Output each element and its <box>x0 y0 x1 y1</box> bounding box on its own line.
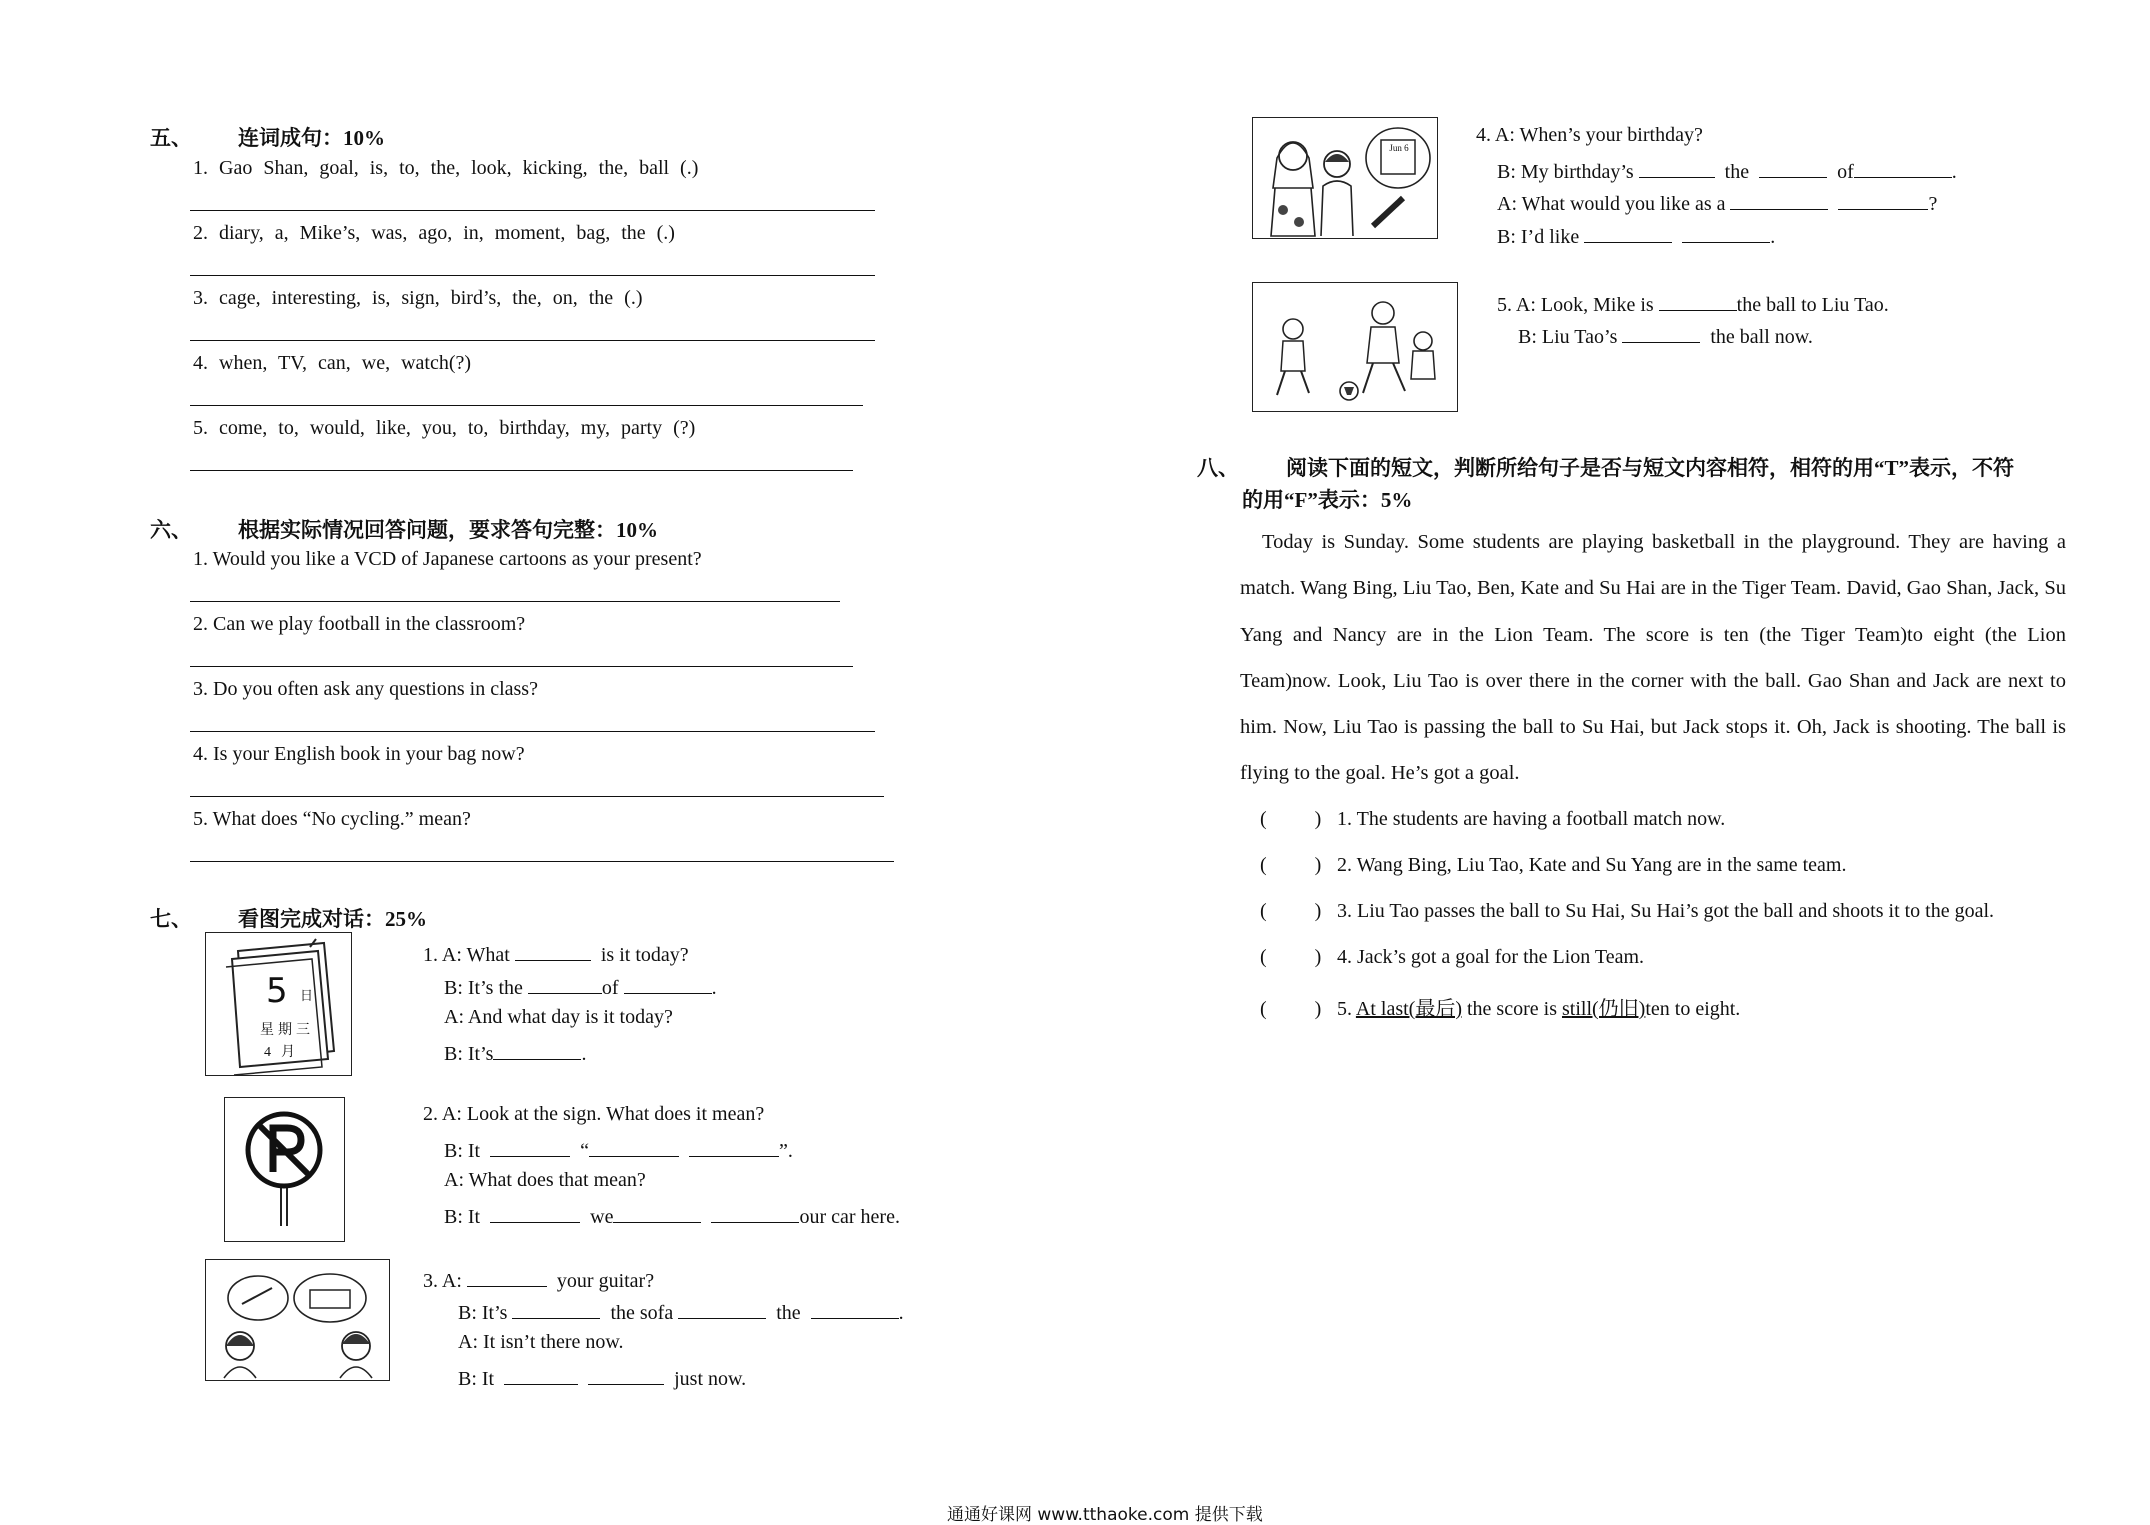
q3-text: B: It’s <box>458 1302 508 1324</box>
statement-text: 2. Wang Bing, Liu Tao, Kate and Su Yang are in the same team. <box>1337 854 1847 876</box>
section-title: 阅读下面的短文，判断所给句子是否与短文内容相符，相符的用“T”表示，不符 <box>1286 456 2015 480</box>
q2-text: B: It <box>444 1206 481 1228</box>
answer-blank[interactable] <box>1730 189 1828 210</box>
section-8-heading-line2: 的用“F”表示：5% <box>1242 488 1413 512</box>
question-text: 5. What does “No cycling.” mean? <box>193 808 471 830</box>
paren-close: ) <box>1314 900 1322 922</box>
statement-underlined: At last(最后) <box>1355 998 1462 1020</box>
paren-close: ) <box>1314 808 1322 830</box>
answer-blank[interactable] <box>1682 222 1770 243</box>
q4-text: B: I’d like <box>1497 226 1580 248</box>
paren-open: ( <box>1260 900 1267 922</box>
q4-line-4 <box>1497 222 1775 249</box>
q2-text: we <box>590 1206 614 1228</box>
q1-text: 1. A: What <box>423 944 510 966</box>
section-5-heading <box>150 122 385 152</box>
answer-blank[interactable] <box>589 1136 679 1157</box>
q2-text: ”. <box>779 1140 793 1162</box>
statement-text: 1. The students are having a football match now. <box>1337 808 1726 830</box>
answer-blank[interactable] <box>1622 322 1700 343</box>
answer-paren[interactable] <box>1260 808 1332 831</box>
statement-text: 3. Liu Tao passes the ball to Su Hai, Su Hai’s got the ball and shoots it to the goal. <box>1337 900 1995 922</box>
answer-blank[interactable] <box>512 1298 600 1319</box>
birthday-talk-icon <box>1253 118 1437 238</box>
q3-text: B: It <box>458 1368 495 1390</box>
answer-line[interactable] <box>190 470 853 471</box>
answer-line[interactable] <box>190 275 875 276</box>
answer-blank[interactable] <box>689 1136 779 1157</box>
section-title: 看图完成对话：25% <box>238 907 427 931</box>
answer-blank[interactable] <box>1639 157 1715 178</box>
answer-line[interactable] <box>190 731 875 732</box>
question-text: 1. Would you like a VCD of Japanese cartoons as your present? <box>193 548 702 570</box>
answer-paren[interactable] <box>1260 854 1332 877</box>
answer-line[interactable] <box>190 796 884 797</box>
section-number: 五、 <box>150 126 192 150</box>
q4-line-3 <box>1497 189 1937 216</box>
football-players-icon <box>1253 283 1457 411</box>
q1-line-1 <box>423 940 689 967</box>
answer-blank[interactable] <box>1759 157 1827 178</box>
statement-text: 5. <box>1337 998 1356 1020</box>
q3-text: just now. <box>674 1368 747 1390</box>
section-number: 八、 <box>1197 456 1239 480</box>
q1-text: . <box>581 1043 587 1065</box>
q3-line-2 <box>458 1298 904 1325</box>
answer-paren[interactable] <box>1260 946 1332 969</box>
answer-blank[interactable] <box>493 1039 581 1060</box>
football-picture <box>1252 282 1458 412</box>
statement-4 <box>1260 946 1644 969</box>
question-text: 3. Do you often ask any questions in class? <box>193 678 538 700</box>
q2-line-2 <box>444 1136 793 1163</box>
answer-blank[interactable] <box>1584 222 1672 243</box>
answer-line[interactable] <box>190 210 875 211</box>
statement-2 <box>1260 854 1847 877</box>
q4-text: A: What would you like as a <box>1497 193 1726 215</box>
q4-text: . <box>1770 226 1776 248</box>
q2-line-1: 2. A: Look at the sign. What does it mean? <box>423 1103 765 1125</box>
section-7-heading <box>150 903 427 933</box>
q5-text: the ball to Liu Tao. <box>1736 294 1889 316</box>
answer-paren[interactable] <box>1260 900 1332 923</box>
paren-open: ( <box>1260 854 1267 876</box>
q3-text: the <box>776 1302 801 1324</box>
question-text: 2. Can we play football in the classroom? <box>193 613 526 635</box>
section-number: 六、 <box>150 518 192 542</box>
q1-line-2 <box>444 973 717 1000</box>
q3-line-3: A: It isn’t there now. <box>458 1331 624 1353</box>
section-title: 连词成句：10% <box>238 126 385 150</box>
q3-line-1 <box>423 1266 654 1293</box>
calendar-day-unit: 日 <box>300 988 314 1003</box>
section-number: 七、 <box>150 907 192 931</box>
statement-text: 4. Jack’s got a goal for the Lion Team. <box>1337 946 1645 968</box>
answer-blank[interactable] <box>588 1364 664 1385</box>
section-title: 根据实际情况回答问题，要求答句完整：10% <box>238 518 658 542</box>
answer-blank[interactable] <box>467 1266 547 1287</box>
birthday-picture <box>1252 117 1438 239</box>
girls-thinking-icon <box>206 1260 389 1380</box>
q5-text: 5. A: Look, Mike is <box>1497 294 1654 316</box>
q1-line-4 <box>444 1039 586 1066</box>
q3-text: 3. A: <box>423 1270 462 1292</box>
q1-text: of <box>601 977 619 999</box>
paren-open: ( <box>1260 808 1267 830</box>
answer-blank[interactable] <box>1838 189 1928 210</box>
answer-paren[interactable] <box>1260 998 1332 1021</box>
answer-line[interactable] <box>190 666 853 667</box>
no-parking-sign-icon <box>225 1098 344 1241</box>
q3-text: . <box>898 1302 904 1324</box>
statement-1 <box>1260 808 1725 831</box>
q1-line-3: A: And what day is it today? <box>444 1006 673 1028</box>
section-6-heading <box>150 514 658 544</box>
statement-3 <box>1260 900 1994 923</box>
paren-close: ) <box>1314 998 1322 1020</box>
q5-text: the ball now. <box>1710 326 1813 348</box>
q4-text: B: My birthday’s <box>1497 161 1634 183</box>
q4-text: . <box>1951 161 1957 183</box>
paren-close: ) <box>1314 854 1322 876</box>
answer-line[interactable] <box>190 405 863 406</box>
paren-open: ( <box>1260 946 1267 968</box>
q4-line-2 <box>1497 157 1957 184</box>
question-text: 1. Gao Shan, goal, is, to, the, look, kicking, the, ball (.) <box>193 157 699 179</box>
q3-text: the sofa <box>610 1302 674 1324</box>
page-footer: 通通好课网 www.tthaoke.com 提供下载 <box>947 1505 1263 1525</box>
paren-close: ) <box>1314 946 1322 968</box>
no-parking-picture <box>224 1097 345 1242</box>
paren-open: ( <box>1260 998 1267 1020</box>
answer-line[interactable] <box>190 861 894 862</box>
answer-blank[interactable] <box>811 1298 899 1319</box>
question-text: 2. diary, a, Mike’s, was, ago, in, moment, bag, the (.) <box>193 222 675 244</box>
girls-picture <box>205 1259 390 1381</box>
q4-text: of <box>1837 161 1854 183</box>
q4-text: the <box>1724 161 1750 183</box>
answer-line[interactable] <box>190 601 840 602</box>
question-text: 4. when, TV, can, we, watch(?) <box>193 352 472 374</box>
answer-line[interactable] <box>190 340 875 341</box>
q1-text: . <box>711 977 717 999</box>
answer-blank[interactable] <box>490 1136 570 1157</box>
question-text: 4. Is your English book in your bag now? <box>193 743 525 765</box>
reading-passage: Today is Sunday. Some students are playing basketball in the playground. They are having a match. Wang Bing, Liu Tao, Ben, Kate and Su Hai are in the Tiger Team. David, Gao Shan, Jack, Su Yang and Nancy are in the Lion Team. The score is ten (the Tiger Team)to eight (the Lion Team)now. Look, Liu Tao is over there in the corner with the ball. Gao Shan and Jack are next to him. Now, Liu Tao is passing the ball to Su Hai, but Jack stops it. Oh, Jack is shooting. The ball is flying to the goal. He’s got a goal. <box>1240 531 2066 785</box>
answer-blank[interactable] <box>515 940 591 961</box>
q5-text: B: Liu Tao’s <box>1518 326 1618 348</box>
statement-text: the score is <box>1462 998 1562 1020</box>
q5-line-1 <box>1497 290 1889 317</box>
q1-text: is it today? <box>600 944 689 966</box>
section-8-heading <box>1197 452 2014 482</box>
calendar-month: 4月 <box>264 1045 305 1060</box>
question-text: 3. cage, interesting, is, sign, bird’s, the, on, the (.) <box>193 287 643 309</box>
answer-blank[interactable] <box>1659 290 1737 311</box>
statement-underlined: still(仍旧) <box>1561 998 1646 1020</box>
answer-blank[interactable] <box>624 973 712 994</box>
q1-text: B: It’s the <box>444 977 523 999</box>
q2-line-4 <box>444 1202 900 1229</box>
q3-text: your guitar? <box>556 1270 655 1292</box>
question-text: 5. come, to, would, like, you, to, birthday, my, party (?) <box>193 417 696 439</box>
calendar-day: 5 <box>266 971 288 1011</box>
statement-text: ten to eight. <box>1645 998 1741 1020</box>
calendar-picture <box>205 932 352 1076</box>
answer-blank[interactable] <box>711 1202 799 1223</box>
q2-text: our car here. <box>799 1206 900 1228</box>
q2-text: B: It <box>444 1140 481 1162</box>
answer-blank[interactable] <box>613 1202 701 1223</box>
q3-line-4 <box>458 1364 746 1391</box>
answer-blank[interactable] <box>1854 157 1952 178</box>
jun-calendar-label: Jun 6 <box>1389 143 1409 153</box>
q4-text: ? <box>1928 193 1938 215</box>
answer-blank[interactable] <box>504 1364 578 1385</box>
q5-line-2 <box>1518 322 1813 349</box>
q4-line-1: 4. A: When’s your birthday? <box>1476 124 1703 146</box>
q2-text: “ <box>580 1140 590 1162</box>
answer-blank[interactable] <box>678 1298 766 1319</box>
answer-blank[interactable] <box>528 973 602 994</box>
statement-5 <box>1260 992 1740 1021</box>
answer-blank[interactable] <box>490 1202 580 1223</box>
q1-text: B: It’s <box>444 1043 494 1065</box>
q2-line-3: A: What does that mean? <box>444 1169 646 1191</box>
calendar-weekday: 星期三 <box>260 1023 314 1038</box>
